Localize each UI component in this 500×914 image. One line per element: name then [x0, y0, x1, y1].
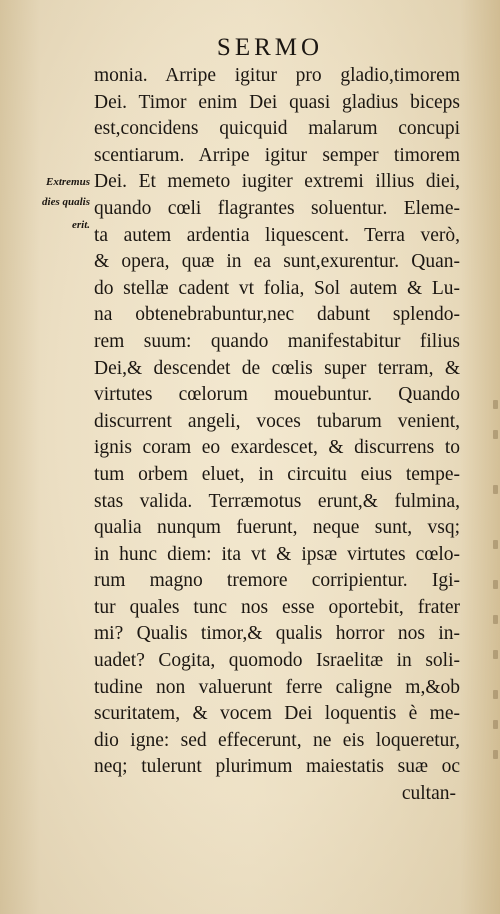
edge-mark — [493, 430, 498, 439]
text-line: rem suum: quando manifestabitur filius — [94, 330, 460, 352]
text-line: qualia nunqum fuerunt, neque sunt, vsq; — [94, 517, 460, 539]
text-line: & opera, quæ in ea sunt,exurentur. Quan- — [94, 251, 460, 273]
text-line: stas valida. Terræmotus erunt,& fulmina, — [94, 490, 460, 512]
text-line: ta autem ardentia liquescent. Terra verò, — [94, 224, 460, 246]
margin-note-3: erit. — [71, 219, 90, 231]
text-line: dio igne: sed effecerunt, ne eis loqueretur, — [94, 729, 460, 751]
edge-mark — [493, 690, 498, 699]
text-line: do stellæ cadent vt folia, Sol autem & Lu- — [94, 277, 460, 299]
text-line: mi? Qualis timor,& qualis horror nos in- — [94, 623, 460, 645]
text-line: scuritatem, & vocem Dei loquentis è me- — [94, 703, 460, 725]
text-line: ignis coram eo exardescet, & discurrens to — [94, 437, 460, 459]
text-line: quando cœli flagrantes soluentur. Eleme- — [94, 197, 460, 219]
text-line: rum magno tremore corripientur. Igi- — [94, 570, 460, 592]
catchword: cultan- — [401, 783, 456, 805]
text-line: monia. Arripe igitur pro gladio,timorem — [94, 65, 460, 86]
text-line: in hunc diem: ita vt & ipsæ virtutes cœlo- — [94, 543, 460, 565]
text-line: neq; tulerunt plurimum maiestatis suæ oc — [94, 756, 460, 778]
margin-note-1: Extremus — [45, 176, 90, 188]
edge-mark — [493, 720, 498, 729]
edge-mark — [493, 485, 498, 494]
edge-mark — [493, 400, 498, 409]
main-text — [94, 63, 460, 808]
text-line: na obtenebrabuntur,nec dabunt splendo- — [94, 304, 460, 326]
text-line: tur quales tunc nos esse oportebit, frater — [94, 596, 460, 618]
text-line: virtutes cœlorum mouebuntur. Quando — [94, 384, 460, 406]
text-line: uadet? Cogita, quomodo Israelitæ in soli- — [94, 650, 460, 672]
edge-mark — [493, 750, 498, 759]
margin-note-2: dies qualis — [42, 196, 90, 208]
text-line: discurrent angeli, voces tubarum venient, — [94, 410, 460, 432]
text-line: Dei,& descendet de cœlis super terram, & — [94, 357, 460, 379]
running-header: SERMO — [216, 34, 324, 61]
edge-mark — [493, 650, 498, 659]
text-line: Dei. Timor enim Dei quasi gladius biceps — [94, 91, 460, 113]
text-line: Dei. Et memeto iugiter extremi illius diei, — [94, 171, 460, 193]
edge-mark — [493, 540, 498, 549]
text-line: tudine non valuerunt ferre caligne m,&ob — [94, 676, 460, 698]
bleed-through-marks — [486, 400, 500, 760]
text-line: scentiarum. Arripe igitur semper timorem — [94, 144, 460, 166]
text-line: est,concidens quicquid malarum concupi — [94, 118, 460, 140]
text-line: tum orbem eluet, in circuitu eius tempe- — [94, 463, 460, 485]
edge-mark — [493, 580, 498, 589]
edge-mark — [493, 615, 498, 624]
